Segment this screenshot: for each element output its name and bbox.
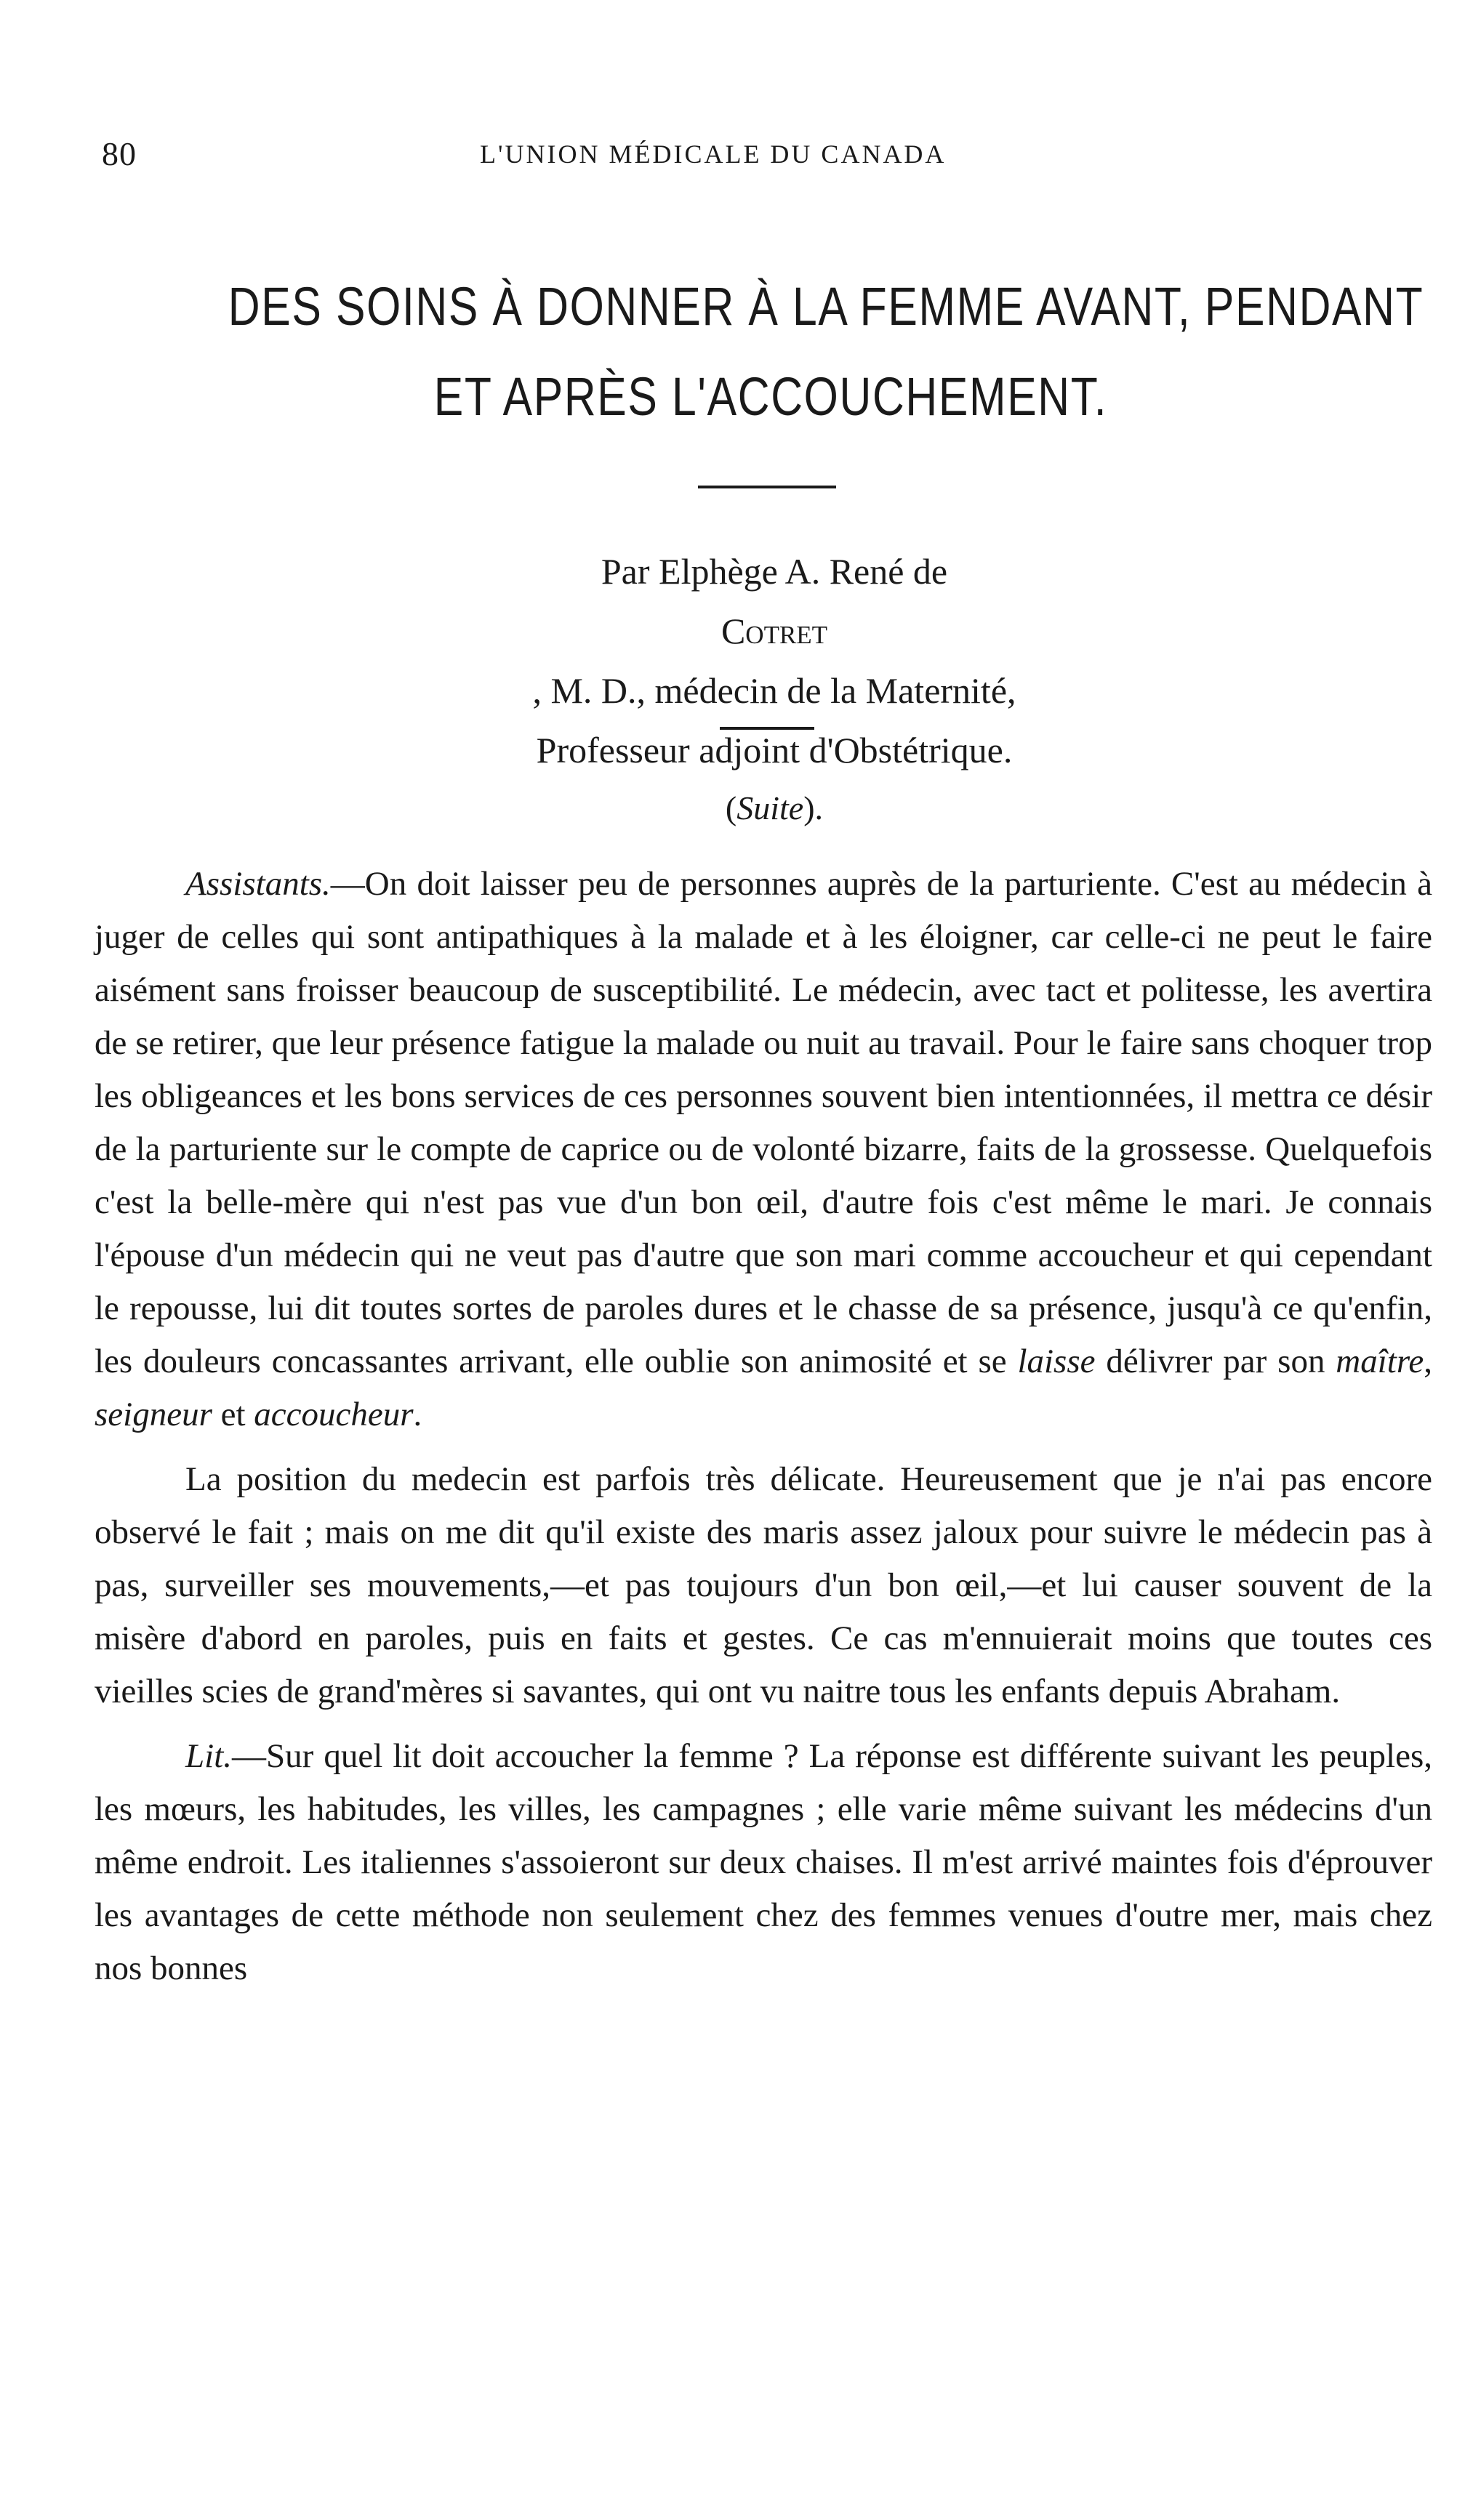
- paragraph-text: et: [212, 1396, 254, 1433]
- suite-word: Suite: [736, 789, 804, 826]
- author-surname: Cotret: [721, 611, 828, 651]
- divider-rule: [698, 486, 836, 488]
- continuation-note: [109, 789, 1440, 827]
- emphasis: accoucheur: [254, 1396, 414, 1433]
- journal-name: L'UNION MÉDICALE DU CANADA: [480, 140, 947, 169]
- running-head: [102, 134, 1432, 178]
- paragraph-text: —Sur quel lit doit accoucher la femme ? La réponse est différente suivant les peuples, les mœurs, les habitudes, les villes, les campagnes ; elle varie même suivant les médecins d'un même endroit. Les italiennes s'assoieront sur deux chaises. Il m'est arrivé maintes fois d'éprouver les avantages de cette méthode non seulement chez des femmes venues d'outre mer, mais chez nos bonnes: [95, 1737, 1432, 1987]
- suite-close: ).: [803, 789, 824, 826]
- byline: [109, 542, 1440, 780]
- paragraph-text: .: [413, 1396, 422, 1433]
- paragraph-text: ,: [1424, 1342, 1432, 1380]
- page-number: 80: [102, 135, 137, 172]
- title-line-1: DES SOINS À DONNER À LA FEMME AVANT, PENDANT: [228, 276, 1424, 337]
- article-title: [109, 262, 1432, 442]
- paragraph-lit: [95, 1730, 1432, 1995]
- divider-rule: [720, 727, 814, 730]
- paragraph-position: La position du medecin est parfois très délicate. Heureusement que je n'ai pas encore observé le fait ; mais on me dit qu'il existe des maris assez jaloux pour suivre le médecin pas à pas, surveiller ses mouvements,—et pas toujours d'un bon œil,—et lui causer souvent de la misère d'abord en paroles, puis en faits et gestes. Ce cas m'ennuierait moins que toutes ces vieilles scies de grand'mères si savantes, qui ont vu naitre tous les enfants depuis Abraham.: [95, 1460, 1432, 1710]
- suite-open: (: [725, 789, 737, 826]
- emphasis: seigneur: [95, 1396, 212, 1433]
- article-body: [95, 858, 1432, 2007]
- emphasis: maître: [1336, 1342, 1424, 1380]
- byline-suffix: , M. D., médecin de la Maternité,: [532, 670, 1016, 711]
- paragraph-assistants: [95, 858, 1432, 1441]
- byline-line-2: Professeur adjoint d'Obstétrique.: [536, 730, 1013, 770]
- paragraph-lead: Assistants.: [185, 865, 331, 903]
- byline-line-1: [109, 542, 1440, 720]
- title-line-2: ET APRÈS L'ACCOUCHEMENT.: [433, 366, 1108, 427]
- emphasis: laisse: [1017, 1342, 1096, 1380]
- paragraph-text: délivrer par son: [1095, 1342, 1336, 1380]
- paragraph-lead: Lit.: [185, 1737, 233, 1775]
- byline-prefix: Par Elphège A. René de: [601, 551, 948, 592]
- paragraph-text: —On doit laisser peu de personnes auprès de la parturiente. C'est au médecin à juger de celles qui sont antipathiques à la malade et à les éloigner, car celle-ci ne peut le faire aisément sans froisser beaucoup de susceptibilité. Le médecin, avec tact et politesse, les avertira de se retirer, que leur présence fatigue la malade ou nuit au travail. Pour le faire sans choquer trop les obligeances et les bons services de ces personnes souvent bien intentionnées, il mettra ce désir de la parturiente sur le compte de caprice ou de volonté bizarre, faits de la grossesse. Quelquefois c'est la belle-mère qui n'est pas vue d'un bon œil, d'autre fois c'est même le mari. Je connais l'épouse d'un médecin qui ne veut pas d'autre que son mari comme accoucheur et qui cependant le repousse, lui dit toutes sortes de paroles dures et le chasse de sa présence, jusqu'à ce qu'enfin, les douleurs concassantes arrivant, elle oublie son animosité et se: [95, 865, 1432, 1380]
